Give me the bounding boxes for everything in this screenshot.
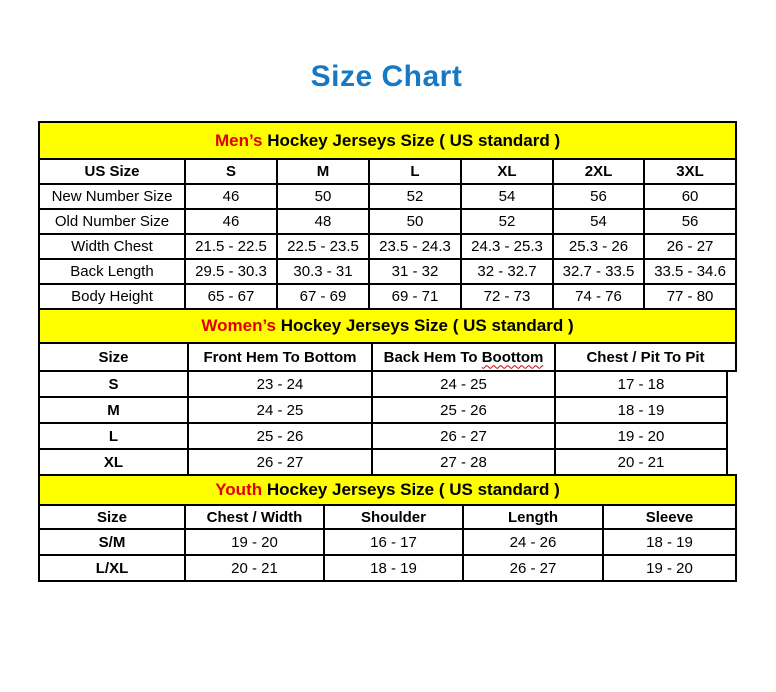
size-value: 17 - 18 <box>555 371 727 397</box>
mens-header-row <box>39 159 736 184</box>
size-value: 50 <box>277 184 369 209</box>
row-label: M <box>39 397 188 423</box>
table-row <box>39 284 736 309</box>
table-row <box>39 234 736 259</box>
row-label: Width Chest <box>39 234 185 259</box>
table-row <box>39 184 736 209</box>
column-header: US Size <box>39 159 185 184</box>
column-header: Front Hem To Bottom <box>188 343 372 371</box>
size-value: 16 - 17 <box>324 529 463 555</box>
size-value: 18 - 19 <box>555 397 727 423</box>
youth-banner-text: Hockey Jerseys Size ( US standard ) <box>262 480 560 499</box>
table-row <box>39 259 736 284</box>
row-label: L/XL <box>39 555 185 581</box>
size-value: 50 <box>369 209 461 234</box>
womens-banner <box>39 309 736 343</box>
size-value: 65 - 67 <box>185 284 277 309</box>
youth-banner-highlight: Youth <box>215 480 263 499</box>
column-header: Shoulder <box>324 505 463 529</box>
size-value: 20 - 21 <box>185 555 324 581</box>
size-value: 19 - 20 <box>555 423 727 449</box>
size-value: 46 <box>185 209 277 234</box>
page-title: Size Chart <box>310 60 463 93</box>
size-value: 25 - 26 <box>188 423 372 449</box>
column-header: 2XL <box>553 159 644 184</box>
row-label: Old Number Size <box>39 209 185 234</box>
size-value: 19 - 20 <box>603 555 736 581</box>
womens-banner-row <box>39 309 736 343</box>
youth-header-row <box>39 505 736 529</box>
column-header: Length <box>463 505 603 529</box>
size-value: 24 - 25 <box>188 397 372 423</box>
size-value: 24.3 - 25.3 <box>461 234 553 259</box>
table-row <box>39 209 736 234</box>
size-value: 22.5 - 23.5 <box>277 234 369 259</box>
size-value: 72 - 73 <box>461 284 553 309</box>
size-value: 23 - 24 <box>188 371 372 397</box>
column-header: Size <box>39 343 188 371</box>
youth-size-table <box>38 474 737 582</box>
row-label: S/M <box>39 529 185 555</box>
size-value: 33.5 - 34.6 <box>644 259 736 284</box>
column-header: L <box>369 159 461 184</box>
size-value: 18 - 19 <box>324 555 463 581</box>
column-header: XL <box>461 159 553 184</box>
mens-banner <box>39 122 736 159</box>
size-value: 27 - 28 <box>372 449 555 475</box>
size-value: 52 <box>369 184 461 209</box>
misspelled-word-squiggle: Boottom <box>481 348 544 366</box>
row-label: XL <box>39 449 188 475</box>
mens-banner-highlight: Men’s <box>214 130 263 150</box>
size-value: 26 - 27 <box>463 555 603 581</box>
womens-banner-highlight: Women’s <box>201 316 276 335</box>
size-value: 30.3 - 31 <box>277 259 369 284</box>
column-header <box>372 343 555 371</box>
column-header: Chest / Width <box>185 505 324 529</box>
row-label: S <box>39 371 188 397</box>
womens-size-table-header <box>38 308 737 372</box>
column-header: Sleeve <box>603 505 736 529</box>
size-value: 21.5 - 22.5 <box>185 234 277 259</box>
size-value: 23.5 - 24.3 <box>369 234 461 259</box>
row-label: Back Length <box>39 259 185 284</box>
mens-banner-row <box>39 122 736 159</box>
size-value: 18 - 19 <box>603 529 736 555</box>
size-value: 77 - 80 <box>644 284 736 309</box>
size-value: 52 <box>461 209 553 234</box>
table-row <box>39 371 727 397</box>
size-value: 29.5 - 30.3 <box>185 259 277 284</box>
size-value: 26 - 27 <box>188 449 372 475</box>
size-value: 54 <box>553 209 644 234</box>
size-value: 32 - 32.7 <box>461 259 553 284</box>
mens-banner-text: Hockey Jerseys Size ( US standard ) <box>262 130 561 150</box>
youth-banner <box>39 475 736 505</box>
size-value: 48 <box>277 209 369 234</box>
row-label: L <box>39 423 188 449</box>
table-row <box>39 555 736 581</box>
column-header: S <box>185 159 277 184</box>
size-value: 26 - 27 <box>372 423 555 449</box>
size-value: 74 - 76 <box>553 284 644 309</box>
column-header-text: Back Hem To <box>383 348 482 366</box>
womens-header-row <box>39 343 736 371</box>
column-header: Size <box>39 505 185 529</box>
column-header: 3XL <box>644 159 736 184</box>
size-value: 25.3 - 26 <box>553 234 644 259</box>
size-chart <box>38 121 737 582</box>
table-row <box>39 449 727 475</box>
size-value: 24 - 26 <box>463 529 603 555</box>
column-header: M <box>277 159 369 184</box>
size-value: 32.7 - 33.5 <box>553 259 644 284</box>
size-value: 54 <box>461 184 553 209</box>
size-value: 60 <box>644 184 736 209</box>
size-value: 26 - 27 <box>644 234 736 259</box>
size-value: 69 - 71 <box>369 284 461 309</box>
column-header: Chest / Pit To Pit <box>555 343 736 371</box>
size-value: 20 - 21 <box>555 449 727 475</box>
size-value: 25 - 26 <box>372 397 555 423</box>
size-value: 56 <box>553 184 644 209</box>
row-label: New Number Size <box>39 184 185 209</box>
size-value: 19 - 20 <box>185 529 324 555</box>
womens-size-table-body <box>38 370 728 476</box>
table-row <box>39 423 727 449</box>
row-label: Body Height <box>39 284 185 309</box>
size-value: 24 - 25 <box>372 371 555 397</box>
table-row <box>39 529 736 555</box>
size-value: 46 <box>185 184 277 209</box>
size-value: 56 <box>644 209 736 234</box>
mens-size-table <box>38 121 737 310</box>
womens-banner-text: Hockey Jerseys Size ( US standard ) <box>276 316 574 335</box>
size-value: 67 - 69 <box>277 284 369 309</box>
youth-banner-row <box>39 475 736 505</box>
table-row <box>39 397 727 423</box>
size-value: 31 - 32 <box>369 259 461 284</box>
